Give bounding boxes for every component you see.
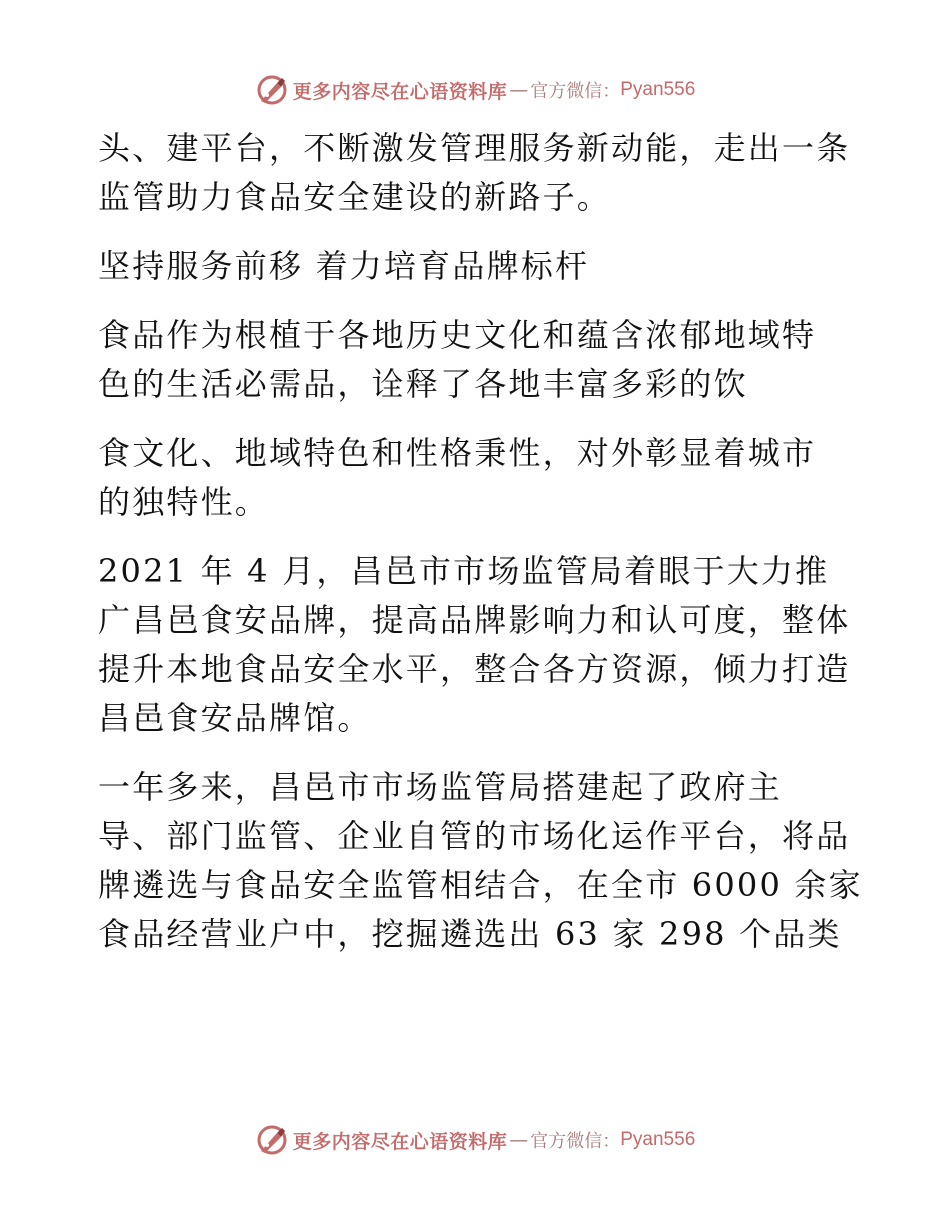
paragraph xyxy=(98,311,858,409)
text-line: 食品作为根植于各地历史文化和蕴含浓郁地域特 xyxy=(98,316,817,354)
text-line: 食文化、地域特色和性格秉性，对外彰显着城市 xyxy=(98,434,817,472)
banner-wechat-id: Pyan556 xyxy=(620,79,696,100)
text-line: 坚持服务前移 着力培育品牌标杆 xyxy=(98,247,590,285)
text-line: 的独特性。 xyxy=(98,483,270,521)
paragraph xyxy=(98,547,858,743)
header-banner xyxy=(0,70,950,110)
text-line: 食品经营业户中，挖掘遴选出 63 家 298 个品类 xyxy=(98,915,842,953)
text-line: 昌邑食安品牌馆。 xyxy=(98,699,372,737)
paragraph xyxy=(98,124,858,222)
paragraph xyxy=(98,429,858,527)
text-line: 提升本地食品安全水平，整合各方资源，倾力打造 xyxy=(98,650,851,688)
text-line: 头、建平台，不断激发管理服务新动能，走出一条 xyxy=(98,129,851,167)
paragraph xyxy=(98,763,863,959)
text-line: 广昌邑食安品牌，提高品牌影响力和认可度，整体 xyxy=(98,601,851,639)
banner-title: 更多内容尽在心语资料库 xyxy=(292,1130,508,1153)
text-line: 2021 年 4 月，昌邑市市场监管局着眼于大力推 xyxy=(98,552,830,590)
banner-wechat-label: 官方微信： xyxy=(530,1131,621,1152)
text-line: 色的生活必需品，诠释了各地丰富多彩的饮 xyxy=(98,365,748,403)
banner-wechat-id: Pyan556 xyxy=(620,1129,696,1150)
banner-separator: — xyxy=(509,79,529,101)
article-body xyxy=(98,124,863,979)
banner-separator: — xyxy=(509,1129,529,1151)
banner-wechat-label: 官方微信： xyxy=(530,81,621,102)
pen-logo-icon xyxy=(255,1123,289,1157)
section-heading xyxy=(98,242,858,291)
text-line: 导、部门监管、企业自管的市场化运作平台，将品 xyxy=(98,817,851,855)
banner-title: 更多内容尽在心语资料库 xyxy=(292,80,508,103)
footer-banner xyxy=(0,1120,950,1160)
text-line: 一年多来，昌邑市市场监管局搭建起了政府主 xyxy=(98,768,783,806)
text-line: 牌遴选与食品安全监管相结合，在全市 6000 余家 xyxy=(98,866,863,904)
pen-logo-icon xyxy=(255,73,289,107)
text-line: 监管助力食品安全建设的新路子。 xyxy=(98,178,612,216)
